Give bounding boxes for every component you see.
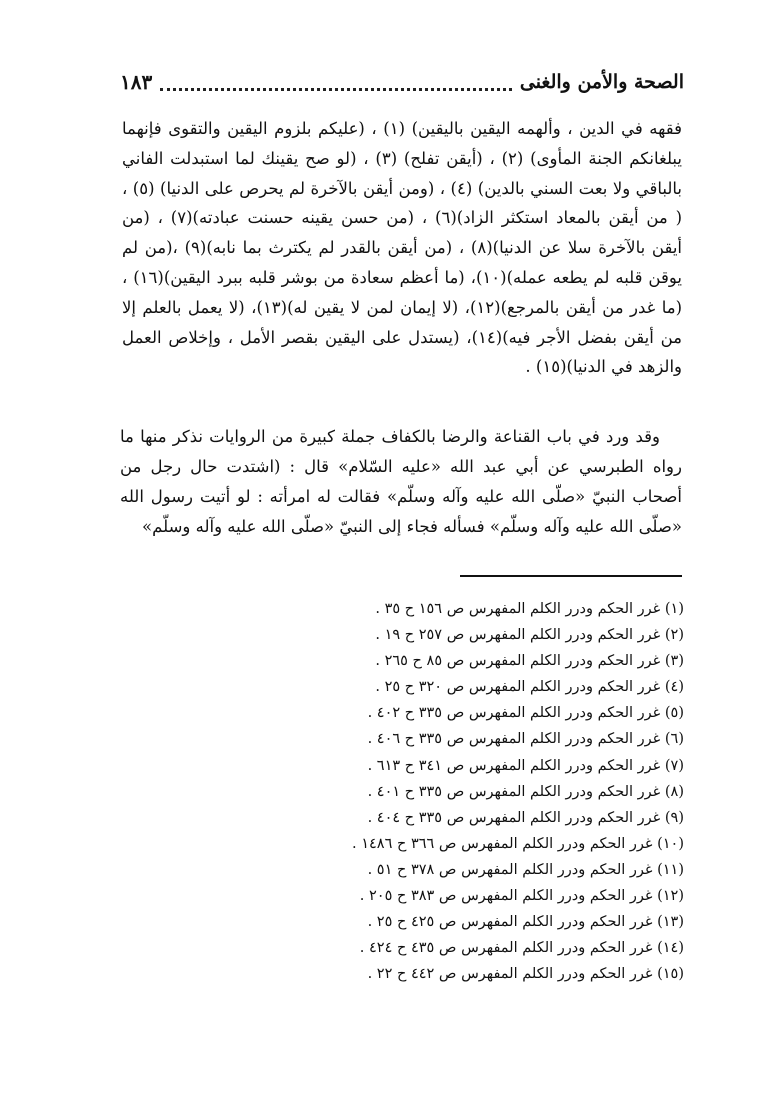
footnotes-list <box>300 596 684 987</box>
footnote: (٤) غرر الحكم ودرر الكلم المفهرس ص ٣٢٠ ح ٢٥ . <box>375 679 684 696</box>
footnote: (١٣) غرر الحكم ودرر الكلم المفهرس ص ٤٢٥ ح ٢٥ . <box>367 914 684 931</box>
footnote: (٦) غرر الحكم ودرر الكلم المفهرس ص ٣٣٥ ح ٤٠٦ . <box>367 731 684 748</box>
body-paragraph-1: فقهه في الدين ، وألهمه اليقين باليقين) (١) ، (عليكم بلزوم اليقين والتقوى فإنهما يبلغانكم الجنة المأوى) (٢) ، (أيقن تفلح) (٣) ، (لو صح يقينك لما استبدلت الفاني بالباقي ولا بعت السني بالدين) (٤) ، (ومن أيقن بالآخرة لم يحرص على الدنيا) (٥) ، ( من أيقن بالمعاد استكثر الزاد)(٦) ، (من حسن يقينه حسنت عبادته)(٧) ، (من أيقن بالآخرة سلا عن الدنيا)(٨) ، (من أيقن بالقدر لم يكترث بما نابه)(٩) ،(من لم يوقن قلبه لم يطعه عمله)(١٠)، (ما أعظم سعادة من بوشر قلبه ببرد اليقين)(١٦) ، (ما غدر من أيقن بالمرجع)(١٢)، (لا إيمان لمن لا يقين له)(١٣)، (لا يعمل بالعلم إلا من أيقن بفضل الأجر فيه)(١٤)، (يستدل على اليقين بقصر الأمل ، وإخلاص العمل والزهد في الدنيا)(١٥) . <box>122 119 683 377</box>
footnote: (١٢) غرر الحكم ودرر الكلم المفهرس ص ٣٨٣ ح ٢٠٥ . <box>359 888 684 905</box>
footnote: (٣) غرر الحكم ودرر الكلم المفهرس ص ٨٥ ح ٢٦٥ . <box>375 653 684 670</box>
page-number: ١٨٣ <box>120 70 153 94</box>
body-paragraph-2: وقد ورد في باب القناعة والرضا بالكفاف جملة كبيرة من الروايات نذكر منها ما رواه الطبرسي عن أبي عبد الله «عليه السّلام» قال : (اشتدت حال رجل من أصحاب النبيّ «صلّى الله عليه وآله وسلّم» فقالت له امرأته : لو أتيت رسول الله «صلّى الله عليه وآله وسلّم» فسأله فجاء إلى النبيّ «صلّى الله عليه وآله وسلّم» <box>120 427 682 536</box>
footnote: (٥) غرر الحكم ودرر الكلم المفهرس ص ٣٣٥ ح ٤٠٢ . <box>367 705 684 722</box>
footnote: (٢) غرر الحكم ودرر الكلم المفهرس ص ٢٥٧ ح ١٩ . <box>375 627 684 644</box>
footnote-divider <box>460 575 682 577</box>
footnote: (١٤) غرر الحكم ودرر الكلم المفهرس ص ٤٣٥ ح ٤٢٤ . <box>359 940 684 957</box>
running-header <box>120 64 684 100</box>
footnote: (٨) غرر الحكم ودرر الكلم المفهرس ص ٣٣٥ ح ٤٠١ . <box>367 783 684 800</box>
header-title: الصحة والأمن والغنى <box>519 71 684 93</box>
footnote: (٩) غرر الحكم ودرر الكلم المفهرس ص ٣٣٥ ح ٤٠٤ . <box>367 809 684 826</box>
footnote: (١٥) غرر الحكم ودرر الكلم المفهرس ص ٤٤٢ ح ٢٢ . <box>367 966 684 983</box>
header-dot-leader <box>160 78 512 91</box>
footnote: (٧) غرر الحكم ودرر الكلم المفهرس ص ٣٤١ ح ٦١٣ . <box>367 757 684 774</box>
footnote: (١٠) غرر الحكم ودرر الكلم المفهرس ص ٣٦٦ ح ١٤٨٦ . <box>352 835 684 852</box>
footnote: (١١) غرر الحكم ودرر الكلم المفهرس ص ٣٧٨ ح ٥١ . <box>367 861 684 878</box>
footnote: (١) غرر الحكم ودرر الكلم المفهرس ص ١٥٦ ح ٣٥ . <box>375 601 684 617</box>
